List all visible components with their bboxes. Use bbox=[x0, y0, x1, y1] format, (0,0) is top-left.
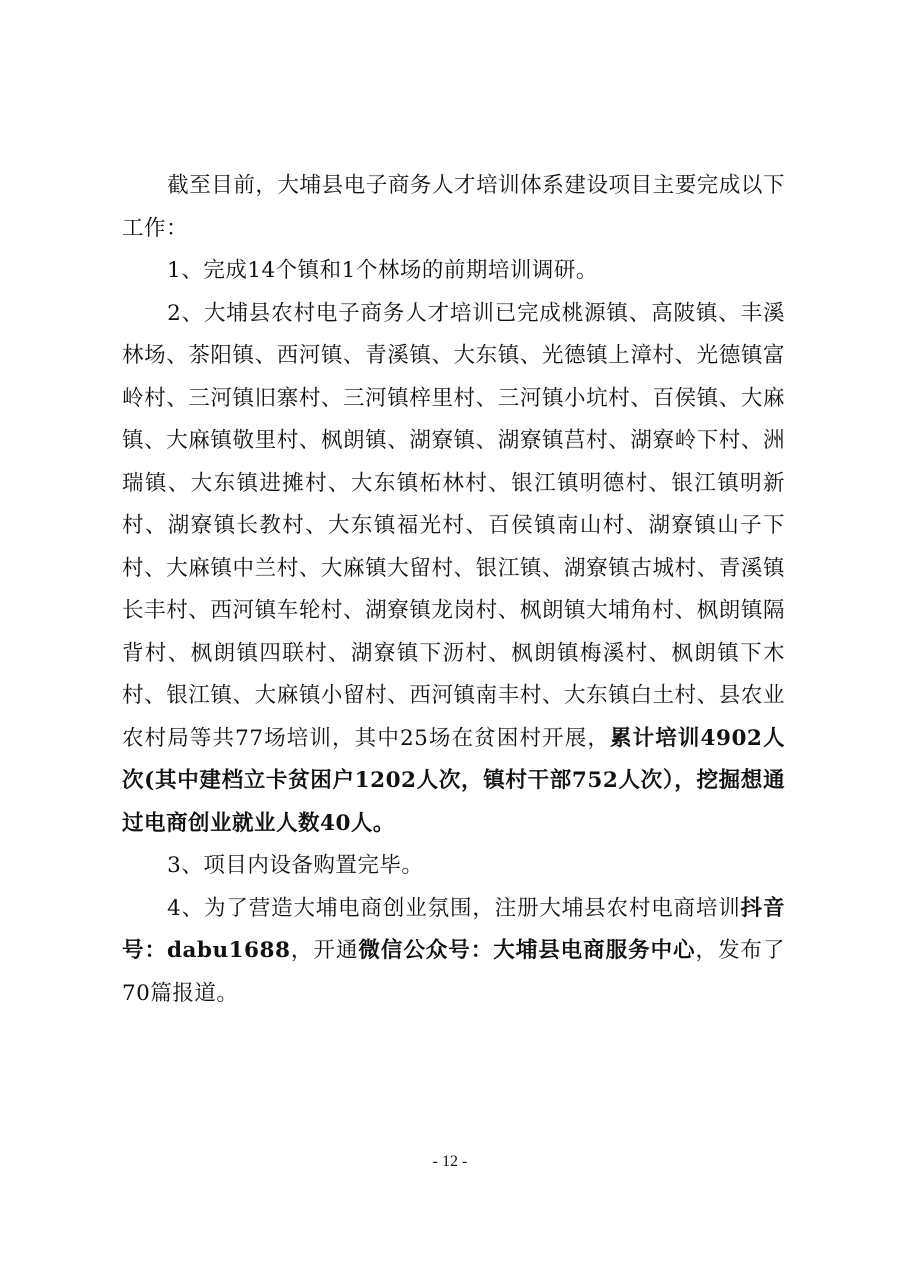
document-body bbox=[122, 165, 785, 1015]
item-2-text: 2、大埔县农村电子商务人才培训已完成桃源镇、高陂镇、丰溪林场、茶阳镇、西河镇、青溪镇、大东镇、光德镇上漳村、光德镇富岭村、三河镇旧寨村、三河镇梓里村、三河镇小坑村、百侯镇、大麻镇、大麻镇敬里村、枫朗镇、湖寮镇、湖寮镇莒村、湖寮岭下村、洲瑞镇、大东镇进摊村、大东镇柘林村、银江镇明德村、银江镇明新村、湖寮镇长教村、大东镇福光村、百侯镇南山村、湖寮镇山子下村、大麻镇中兰村、大麻镇大留村、银江镇、湖寮镇古城村、青溪镇长丰村、西河镇车轮村、湖寮镇龙岗村、枫朗镇大埔角村、枫朗镇隔背村、枫朗镇四联村、湖寮镇下沥村、枫朗镇梅溪村、枫朗镇下木村、银江镇、大麻镇小留村、西河镇南丰村、大东镇白土村、县农业农村局等共77场培训，其中25场在贫困村开展， bbox=[122, 300, 785, 751]
douyin-account: 抖音号：dabu1688 bbox=[122, 895, 785, 963]
item-4-text-c: ，发布了70篇报道。 bbox=[122, 938, 785, 1006]
item-4-paragraph bbox=[122, 888, 785, 1016]
item-1-paragraph: 1、完成14个镇和1个林场的前期培训调研。 bbox=[167, 258, 598, 283]
item-2-bold-summary: 累计培训4902人次(其中建档立卡贫困户1202人次，镇村干部752人次），挖掘想通过电商创业就业人数40人。 bbox=[122, 725, 786, 836]
intro-paragraph: 截至目前，大埔县电子商务人才培训体系建设项目主要完成以下工作： bbox=[122, 173, 785, 241]
item-4-text-b: ，开通 bbox=[290, 938, 359, 963]
item-3-paragraph: 3、项目内设备购置完毕。 bbox=[167, 853, 424, 878]
item-4-text-a: 4、为了营造大埔电商创业氛围，注册大埔县农村电商培训 bbox=[167, 895, 741, 921]
wechat-account: 微信公众号：大埔县电商服务中心 bbox=[358, 938, 696, 963]
item-2-paragraph bbox=[122, 293, 785, 846]
page-number: - 12 - bbox=[432, 1153, 468, 1170]
